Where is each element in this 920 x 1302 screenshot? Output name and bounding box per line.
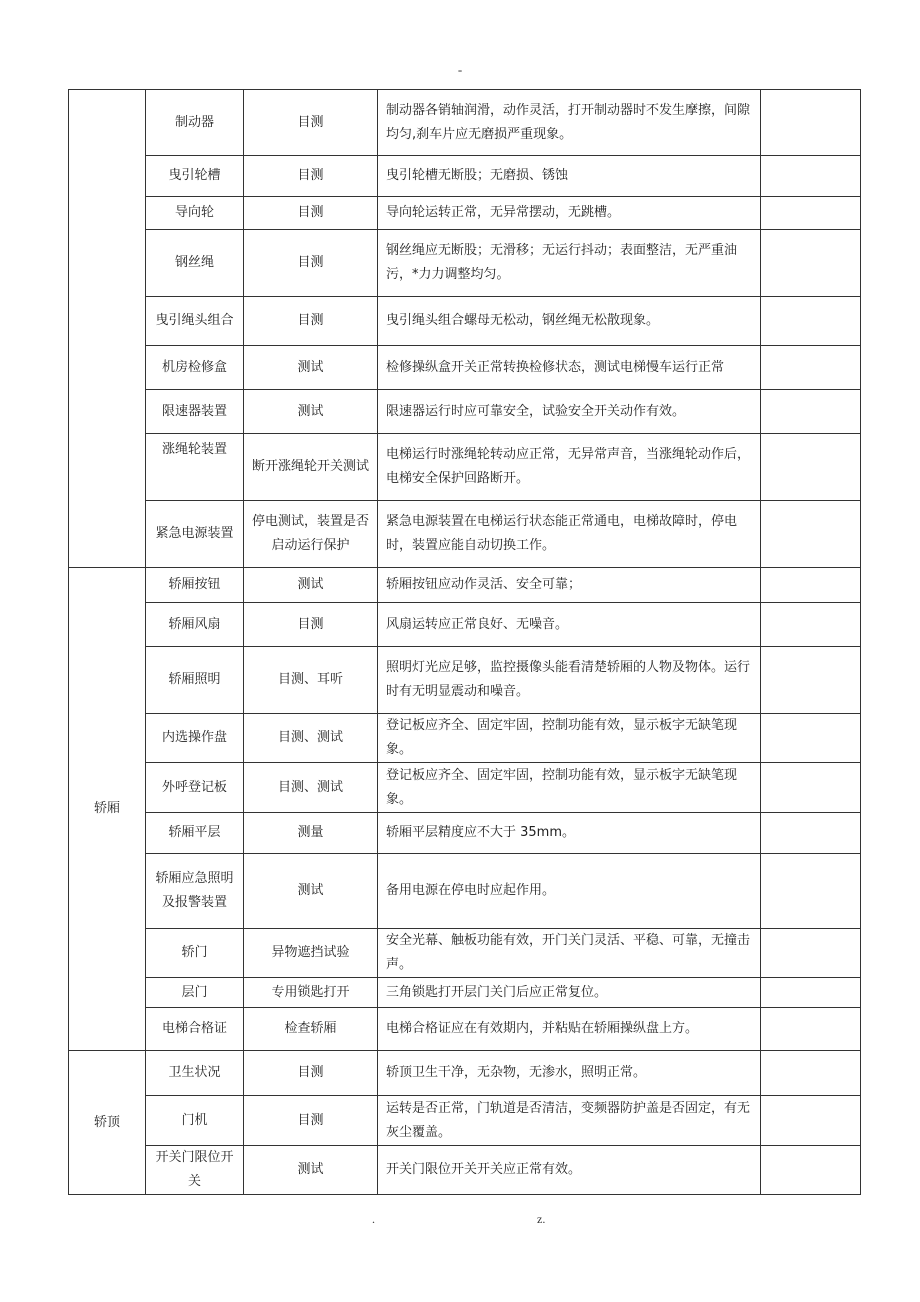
table-row xyxy=(69,854,861,929)
remark-cell xyxy=(761,1146,861,1195)
item-cell: 钢丝绳 xyxy=(146,230,244,297)
remark-cell xyxy=(761,647,861,714)
remark-cell xyxy=(761,1008,861,1051)
item-cell: 卫生状况 xyxy=(146,1051,244,1096)
table-row xyxy=(69,1096,861,1146)
requirement-cell: 限速器运行时应可靠安全，试验安全开关动作有效。 xyxy=(378,390,761,434)
remark-cell xyxy=(761,197,861,230)
method-cell: 目测 xyxy=(244,197,378,230)
method-cell: 目测 xyxy=(244,90,378,156)
item-cell: 轿厢照明 xyxy=(146,647,244,714)
category-cell xyxy=(69,90,146,568)
table-row xyxy=(69,90,861,156)
remark-cell xyxy=(761,230,861,297)
table-row xyxy=(69,763,861,813)
item-cell: 涨绳轮装置 xyxy=(146,434,244,501)
page-footer-right: z. xyxy=(537,1212,546,1226)
remark-cell xyxy=(761,854,861,929)
remark-cell xyxy=(761,346,861,390)
method-cell: 目测、测试 xyxy=(244,714,378,763)
item-cell: 轿厢平层 xyxy=(146,813,244,854)
item-cell: 开关门限位开关 xyxy=(146,1146,244,1195)
table-row xyxy=(69,156,861,197)
item-cell: 曳引轮槽 xyxy=(146,156,244,197)
method-cell: 目测 xyxy=(244,156,378,197)
item-cell: 限速器装置 xyxy=(146,390,244,434)
requirement-cell: 三角锁匙打开层门关门后应正常复位。 xyxy=(378,978,761,1008)
method-cell: 专用锁匙打开 xyxy=(244,978,378,1008)
table-row xyxy=(69,929,861,978)
method-cell: 目测 xyxy=(244,1051,378,1096)
remark-cell xyxy=(761,297,861,346)
method-cell: 目测 xyxy=(244,603,378,647)
remark-cell xyxy=(761,978,861,1008)
method-cell: 测试 xyxy=(244,346,378,390)
item-cell: 轿厢按钮 xyxy=(146,568,244,603)
method-cell: 测试 xyxy=(244,854,378,929)
method-cell: 测试 xyxy=(244,568,378,603)
page-header-mark: - xyxy=(457,62,463,77)
table-row xyxy=(69,1146,861,1195)
item-cell: 轿厢风扇 xyxy=(146,603,244,647)
remark-cell xyxy=(761,568,861,603)
table-row xyxy=(69,230,861,297)
category-cell: 轿顶 xyxy=(69,1051,146,1195)
requirement-cell: 检修操纵盒开关正常转换检修状态，测试电梯慢车运行正常 xyxy=(378,346,761,390)
requirement-cell: 安全光幕、触板功能有效，开门关门灵活、平稳、可靠，无撞击声。 xyxy=(378,929,761,978)
requirement-cell: 开关门限位开关开关应正常有效。 xyxy=(378,1146,761,1195)
remark-cell xyxy=(761,714,861,763)
method-cell: 测试 xyxy=(244,390,378,434)
requirement-cell: 曳引轮槽无断股；无磨损、锈蚀 xyxy=(378,156,761,197)
table-row xyxy=(69,390,861,434)
requirement-cell: 电梯运行时涨绳轮转动应正常，无异常声音，当涨绳轮动作后，电梯安全保护回路断开。 xyxy=(378,434,761,501)
inspection-table-body xyxy=(69,90,861,1195)
requirement-cell: 制动器各销轴润滑，动作灵活，打开制动器时不发生摩擦，间隙均匀,刹车片应无磨损严重现象。 xyxy=(378,90,761,156)
table-row xyxy=(69,603,861,647)
table-row xyxy=(69,1051,861,1096)
requirement-cell: 登记板应齐全、固定牢固，控制功能有效，显示板字无缺笔现象。 xyxy=(378,763,761,813)
remark-cell xyxy=(761,603,861,647)
remark-cell xyxy=(761,1096,861,1146)
table-row xyxy=(69,714,861,763)
table-row xyxy=(69,297,861,346)
item-cell: 电梯合格证 xyxy=(146,1008,244,1051)
table-row xyxy=(69,434,861,501)
remark-cell xyxy=(761,501,861,568)
method-cell: 目测、耳听 xyxy=(244,647,378,714)
item-cell: 层门 xyxy=(146,978,244,1008)
method-cell: 检查轿厢 xyxy=(244,1008,378,1051)
requirement-cell: 电梯合格证应在有效期内，并粘贴在轿厢操纵盘上方。 xyxy=(378,1008,761,1051)
remark-cell xyxy=(761,763,861,813)
remark-cell xyxy=(761,929,861,978)
requirement-cell: 照明灯光应足够，监控摄像头能看清楚轿厢的人物及物体。运行时有无明显震动和噪音。 xyxy=(378,647,761,714)
item-cell: 门机 xyxy=(146,1096,244,1146)
item-cell: 曳引绳头组合 xyxy=(146,297,244,346)
method-cell: 异物遮挡试验 xyxy=(244,929,378,978)
requirement-cell: 曳引绳头组合螺母无松动，钢丝绳无松散现象。 xyxy=(378,297,761,346)
requirement-cell: 备用电源在停电时应起作用。 xyxy=(378,854,761,929)
item-cell: 轿厢应急照明及报警装置 xyxy=(146,854,244,929)
remark-cell xyxy=(761,90,861,156)
method-cell: 目测 xyxy=(244,1096,378,1146)
method-cell: 测试 xyxy=(244,1146,378,1195)
item-cell: 紧急电源装置 xyxy=(146,501,244,568)
method-cell: 目测 xyxy=(244,297,378,346)
table-row xyxy=(69,501,861,568)
table-row xyxy=(69,978,861,1008)
requirement-cell: 轿顶卫生干净，无杂物，无渗水，照明正常。 xyxy=(378,1051,761,1096)
method-cell: 目测、测试 xyxy=(244,763,378,813)
requirement-cell: 导向轮运转正常，无异常摆动，无跳槽。 xyxy=(378,197,761,230)
requirement-cell: 登记板应齐全、固定牢固，控制功能有效，显示板字无缺笔现象。 xyxy=(378,714,761,763)
remark-cell xyxy=(761,156,861,197)
table-row xyxy=(69,346,861,390)
table-row xyxy=(69,568,861,603)
category-cell: 轿厢 xyxy=(69,568,146,1051)
table-row xyxy=(69,1008,861,1051)
remark-cell xyxy=(761,813,861,854)
method-cell: 目测 xyxy=(244,230,378,297)
requirement-cell: 钢丝绳应无断股；无滑移；无运行抖动；表面整洁，无严重油污，*力力调整均匀。 xyxy=(378,230,761,297)
remark-cell xyxy=(761,1051,861,1096)
item-cell: 制动器 xyxy=(146,90,244,156)
table-row xyxy=(69,197,861,230)
table-row xyxy=(69,813,861,854)
remark-cell xyxy=(761,434,861,501)
item-cell: 内选操作盘 xyxy=(146,714,244,763)
requirement-cell: 轿厢平层精度应不大于 35mm。 xyxy=(378,813,761,854)
requirement-cell: 运转是否正常，门轨道是否清洁，变频器防护盖是否固定，有无灰尘覆盖。 xyxy=(378,1096,761,1146)
item-cell: 导向轮 xyxy=(146,197,244,230)
inspection-table xyxy=(68,89,861,1195)
item-cell: 外呼登记板 xyxy=(146,763,244,813)
item-cell: 机房检修盒 xyxy=(146,346,244,390)
requirement-cell: 风扇运转应正常良好、无噪音。 xyxy=(378,603,761,647)
table-row xyxy=(69,647,861,714)
requirement-cell: 轿厢按钮应动作灵活、安全可靠； xyxy=(378,568,761,603)
method-cell: 测量 xyxy=(244,813,378,854)
requirement-cell: 紧急电源装置在电梯运行状态能正常通电，电梯故障时，停电时，装置应能自动切换工作。 xyxy=(378,501,761,568)
remark-cell xyxy=(761,390,861,434)
page-footer-left: . xyxy=(372,1212,375,1226)
item-cell: 轿门 xyxy=(146,929,244,978)
method-cell: 断开涨绳轮开关测试 xyxy=(244,434,378,501)
method-cell: 停电测试，装置是否启动运行保护 xyxy=(244,501,378,568)
